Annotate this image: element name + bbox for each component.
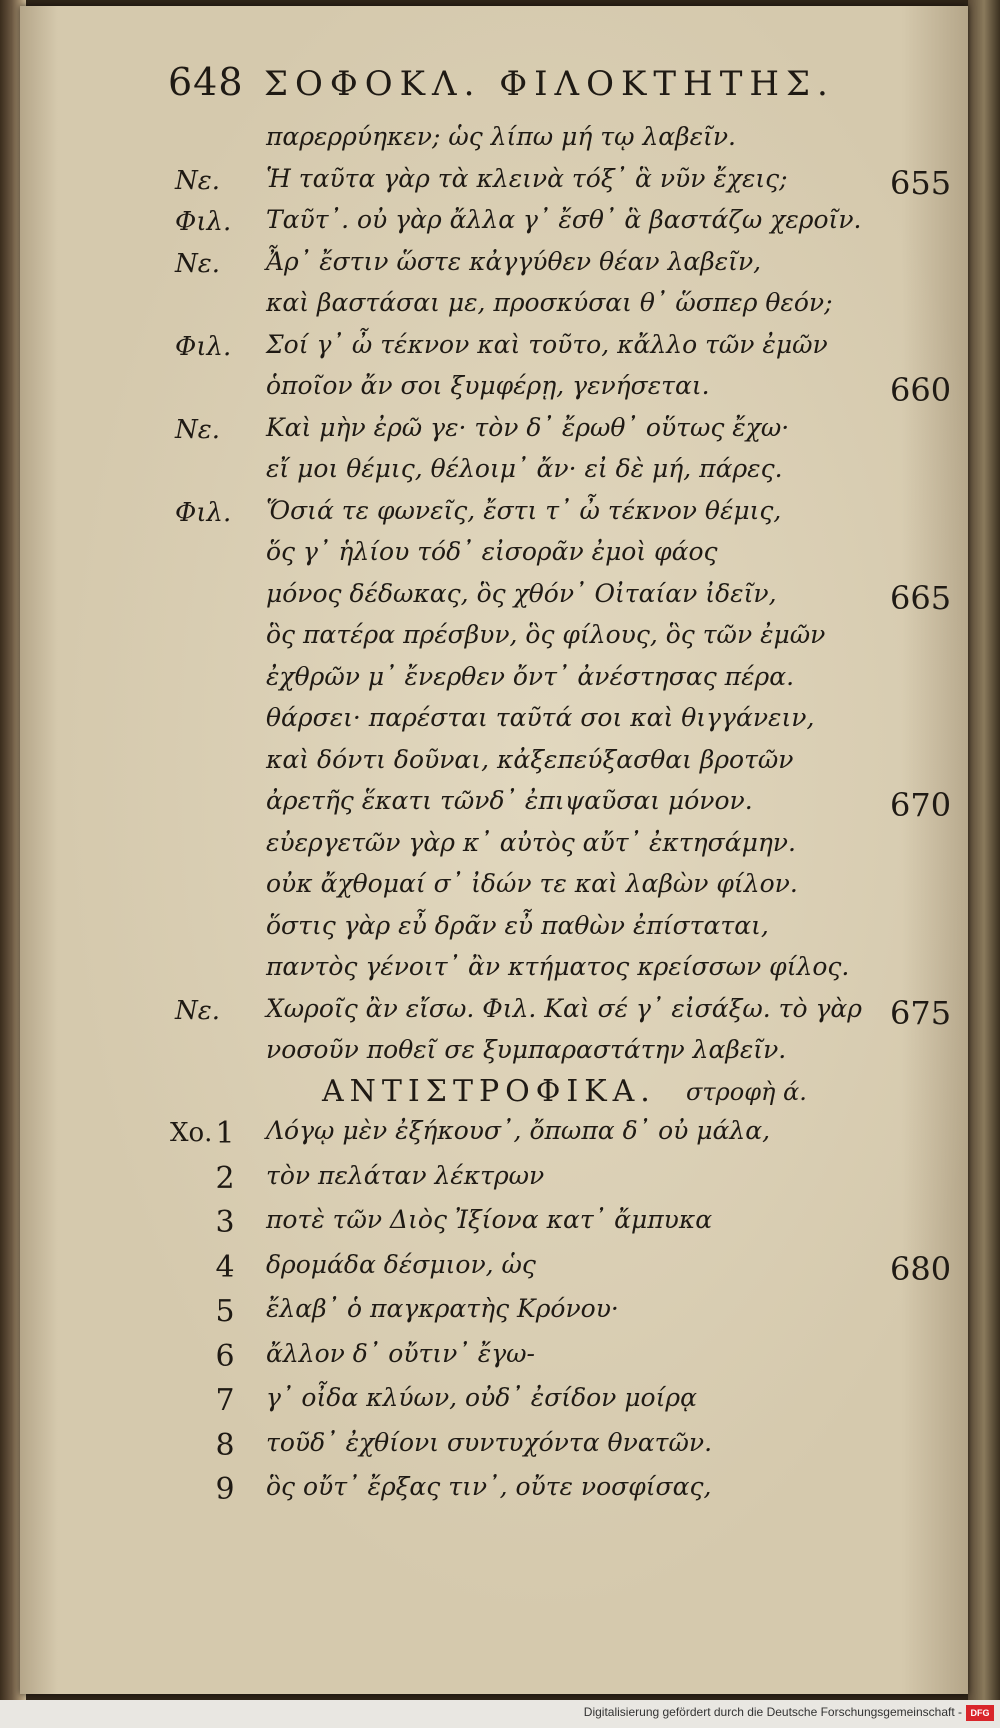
line-number: 675 <box>890 993 952 1032</box>
verse-text: ὃς πατέρα πρέσβυν, ὃς φίλους, ὃς τῶν ἐμῶν <box>266 620 826 649</box>
verse-line <box>20 786 968 828</box>
verse-text: παρερρύηκεν; ὡς λίπω μή τῳ λαβεῖν. <box>266 122 736 151</box>
strophe-line-number: 6 <box>215 1338 235 1374</box>
verse-line <box>20 952 968 994</box>
strophe-line-number: 1 <box>215 1116 235 1151</box>
verse-line <box>20 330 968 372</box>
footer-bar <box>0 1700 1000 1728</box>
verse-text: Ἆρ᾽ ἔστιν ὥστε κἀγγύθεν θέαν λαβεῖν, <box>266 246 762 276</box>
verse-text: ὃς οὔτ᾽ ἔρξας τιν᾽, οὔτε νοσφίσας, <box>266 1472 712 1501</box>
verse-text: τοῦδ᾽ ἐχθίονι συντυχόντα θνατῶν. <box>266 1427 713 1457</box>
verse-text: παντὸς γένοιτ᾽ ἂν κτήματος κρείσσων φίλος. <box>266 952 850 981</box>
chorus-line <box>20 1116 968 1158</box>
chorus-line <box>20 1250 968 1292</box>
verse-line <box>20 288 968 330</box>
running-header <box>168 60 928 110</box>
verse-text: οὐκ ἄχθομαί σ᾽ ἰδών τε καὶ λαβὼν φίλον. <box>266 869 798 898</box>
verse-text: Ὅσιά τε φωνεῖς, ἔστι τ᾽ ὦ τέκνον θέμις, <box>266 495 782 525</box>
speaker-label: Νε. <box>175 414 220 445</box>
chorus-line <box>20 1205 968 1247</box>
verse-line <box>20 371 968 413</box>
strophe-line-number: 2 <box>215 1160 235 1196</box>
verse-line <box>20 620 968 662</box>
speaker-label: Φιλ. <box>175 497 232 528</box>
verse-line <box>20 745 968 787</box>
line-number: 680 <box>890 1249 952 1288</box>
section-subtitle: στροφὴ ά. <box>686 1078 807 1106</box>
verse-text: θάρσει· παρέσται ταῦτά σοι καὶ θιγγάνειν, <box>266 703 815 732</box>
book-page <box>20 6 968 1694</box>
verse-line <box>20 122 968 164</box>
verse-text: καὶ βαστάσαι με, προσκύσαι θ᾽ ὥσπερ θεόν; <box>266 288 833 317</box>
verse-text: καὶ δόντι δοῦναι, κἀξεπεύξασθαι βροτῶν <box>266 744 794 774</box>
verse-text: ὁποῖον ἄν σοι ξυμφέρῃ, γενήσεται. <box>266 371 710 400</box>
verse-line <box>20 537 968 579</box>
verse-line <box>20 662 968 704</box>
line-number: 655 <box>890 163 952 202</box>
digitization-credit: Digitalisierung gefördert durch die Deutsche Forschungsgemeinschaft - <box>583 1705 962 1719</box>
chorus-line <box>20 1472 968 1514</box>
verse-text: νοσοῦν ποθεῖ σε ξυμπαραστάτην λαβεῖν. <box>266 1035 787 1064</box>
verse-text: ἐχθρῶν μ᾽ ἔνερθεν ὄντ᾽ ἀνέστησας πέρα. <box>266 661 795 691</box>
verse-text: γ᾽ οἶδα κλύων, οὐδ᾽ ἐσίδον μοίρᾳ <box>266 1383 697 1412</box>
chorus-speaker: Χο. <box>170 1118 213 1148</box>
section-heading <box>20 1074 968 1118</box>
verse-text: ἔλαβ᾽ ὁ παγκρατὴς Κρόνου· <box>266 1294 619 1323</box>
verse-line <box>20 579 968 621</box>
chorus-line <box>20 1339 968 1381</box>
verse-text: ὅς γ᾽ ἡλίου τόδ᾽ εἰσορᾶν ἐμοὶ φάος <box>266 537 718 566</box>
speaker-label: Φιλ. <box>175 207 232 237</box>
section-title: ΑΝΤΙΣΤΡΟΦΙΚΑ. <box>322 1074 656 1109</box>
chorus-line <box>20 1383 968 1425</box>
dfg-logo: DFG <box>966 1705 994 1721</box>
verse-text: Ταῦτ᾽. οὐ γὰρ ἄλλα γ᾽ ἔσθ᾽ ἃ βαστάζω χεροῖν. <box>266 205 862 234</box>
strophe-line-number: 5 <box>215 1294 235 1329</box>
verse-text: δρομάδα δέσμιον, ὡς <box>266 1249 536 1279</box>
verse-text: Λόγῳ μὲν ἐξήκουσ᾽, ὄπωπα δ᾽ οὐ μάλα, <box>266 1116 771 1145</box>
verse-text: Καὶ μὴν ἐρῶ γε· τὸν δ᾽ ἔρωθ᾽ οὕτως ἔχω· <box>266 412 790 442</box>
line-number: 665 <box>890 578 952 617</box>
verse-line <box>20 994 968 1036</box>
chorus-line <box>20 1428 968 1470</box>
page-number: 648 <box>168 60 244 104</box>
verse-text: εὐεργετῶν γὰρ κ᾽ αὐτὸς αὔτ᾽ ἐκτησάμην. <box>266 827 796 857</box>
strophe-line-number: 9 <box>215 1472 235 1507</box>
verse-line <box>20 703 968 745</box>
verse-line <box>20 164 968 206</box>
speaker-label: Φιλ. <box>175 331 232 362</box>
verse-line <box>20 869 968 911</box>
running-title: ΣΟΦΟΚΛ. ΦΙΛΟΚΤΗΤΗΣ. <box>264 64 835 104</box>
verse-text: Σοί γ᾽ ὦ τέκνον καὶ τοῦτο, κἄλλο τῶν ἐμῶν <box>266 329 828 359</box>
verse-line <box>20 828 968 870</box>
strophe-line-number: 4 <box>215 1249 235 1285</box>
verse-text: ποτὲ τῶν Διὸς Ἰξίονα κατ᾽ ἄμπυκα <box>266 1205 713 1234</box>
verse-line <box>20 413 968 455</box>
verse-line <box>20 454 968 496</box>
line-number: 660 <box>890 371 952 409</box>
verse-line <box>20 1035 968 1077</box>
strophe-line-number: 8 <box>215 1427 235 1463</box>
chorus-line <box>20 1294 968 1336</box>
verse-line <box>20 496 968 538</box>
speaker-label: Νε. <box>175 995 220 1026</box>
strophe-line-number: 7 <box>215 1383 235 1418</box>
page-stack-edge <box>968 0 1000 1700</box>
verse-text: ἄλλον δ᾽ οὔτιν᾽ ἔγω- <box>266 1338 535 1368</box>
strophe-line-number: 3 <box>215 1205 235 1240</box>
verse-text: Ἡ ταῦτα γὰρ τὰ κλεινὰ τόξ᾽ ἃ νῦν ἔχεις; <box>266 163 788 193</box>
verse-text: ἀρετῆς ἕκατι τῶνδ᾽ ἐπιψαῦσαι μόνον. <box>266 786 753 815</box>
verse-text: Χωροῖς ἂν εἴσω. Φιλ. Καὶ σέ γ᾽ εἰσάξω. τὸ γὰρ <box>266 993 862 1023</box>
verse-line <box>20 205 968 247</box>
verse-line <box>20 247 968 289</box>
line-number: 670 <box>890 786 952 824</box>
speaker-label: Νε. <box>175 248 220 279</box>
verse-text: τὸν πελάταν λέκτρων <box>266 1160 545 1190</box>
verse-line <box>20 911 968 953</box>
verse-text: ὅστις γὰρ εὖ δρᾶν εὖ παθὼν ἐπίσταται, <box>266 910 769 940</box>
verse-text: μόνος δέδωκας, ὃς χθόν᾽ Οἰταίαν ἰδεῖν, <box>266 578 777 608</box>
chorus-line <box>20 1161 968 1203</box>
speaker-label: Νε. <box>175 165 220 196</box>
verse-text: εἴ μοι θέμις, θέλοιμ᾽ ἄν· εἰ δὲ μή, πάρες. <box>266 454 783 483</box>
